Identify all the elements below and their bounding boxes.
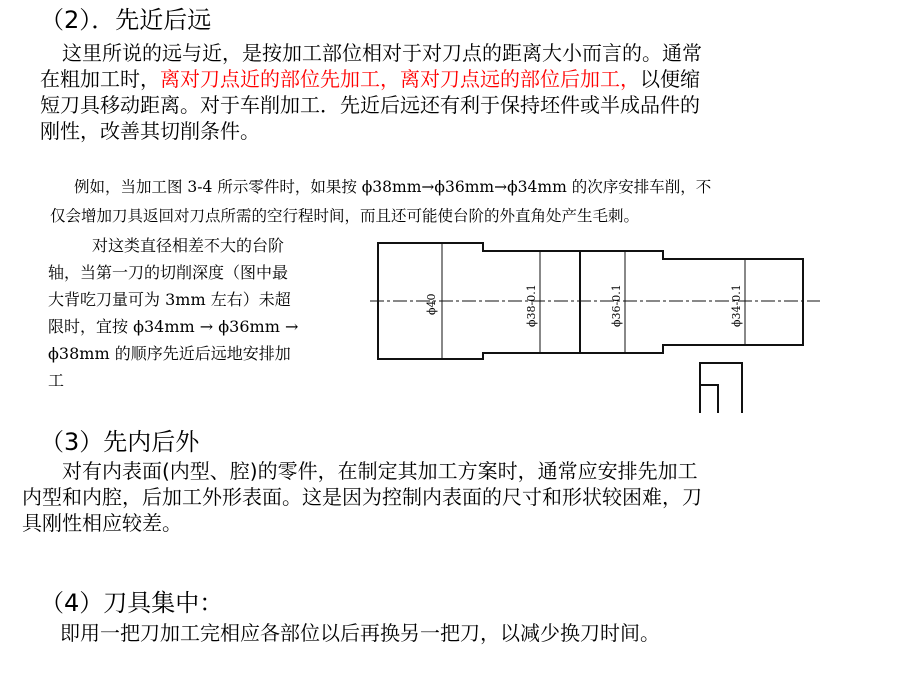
scan-side-line: 工: [48, 371, 65, 390]
section-2-line-2: [40, 66, 702, 92]
section-4-paragraph: [60, 620, 660, 646]
section-4-heading: （4）刀具集中：: [40, 589, 224, 617]
scan-side-line: 轴，当第一刀的切削深度（图中最: [48, 263, 289, 282]
section-2-paragraph: [40, 40, 702, 144]
section-3-line-3: 具刚性相应较差。: [22, 511, 182, 535]
section-2-heading: （2）．先近后远: [40, 6, 212, 34]
scan-side-text: [48, 232, 298, 394]
highlighted-rule: 离对刀点近的部位先加工，离对刀点远的部位后加工，: [160, 67, 640, 91]
scan-line-1: 例如，当加工图 3-4 所示零件时，如果按 ϕ38mm→ϕ36mm→ϕ34mm 的次序安排车削，不: [74, 178, 712, 196]
scan-line-2: 仅会增加刀具返回对刀点所需的空行程时间，而且还可能使台阶的外直角处产生毛刺。: [50, 207, 640, 225]
stepped-shaft-drawing: [370, 235, 840, 420]
dim-label-d38: ϕ38-0.1: [525, 284, 538, 327]
section-2-line-1: 这里所说的远与近，是按加工部位相对于对刀点的距离大小而言的。通常: [62, 41, 702, 65]
scan-side-line: 对这类直径相差不大的台阶: [92, 236, 285, 255]
section-2-line-2-post: 以便缩: [640, 67, 700, 91]
dim-label-d40: ϕ40: [425, 293, 438, 315]
section-2-line-3: 短刀具移动距离。对于车削加工．先近后远还有利于保持坯件或半成品件的: [40, 93, 700, 117]
cutting-tool: [700, 363, 742, 413]
scan-side-line: 限时，宜按 ϕ34mm → ϕ36mm →: [48, 317, 299, 336]
section-3-line-2: 内型和内腔，后加工外形表面。这是因为控制内表面的尺寸和形状较困难，刀: [22, 485, 702, 509]
dim-label-d36: ϕ36-0.1: [610, 284, 623, 327]
section-3-line-1: 对有内表面(内型、腔)的零件，在制定其加工方案时，通常应安排先加工: [62, 459, 698, 483]
scan-side-line: ϕ38mm 的顺序先近后远地安排加: [48, 344, 291, 363]
section-3-heading: （3）先内后外: [40, 428, 200, 456]
scan-side-line: 大背吃刀量可为 3mm 左右）未超: [48, 290, 291, 309]
section-2-line-2-pre: 在粗加工时，: [40, 67, 160, 91]
section-2-line-4: 刚性，改善其切削条件。: [40, 119, 260, 143]
section-4-line-1: 即用一把刀加工完相应各部位以后再换另一把刀，以减少换刀时间。: [60, 621, 660, 645]
section-3-paragraph: [22, 458, 702, 536]
dim-label-d34: ϕ34-0.1: [730, 284, 743, 327]
